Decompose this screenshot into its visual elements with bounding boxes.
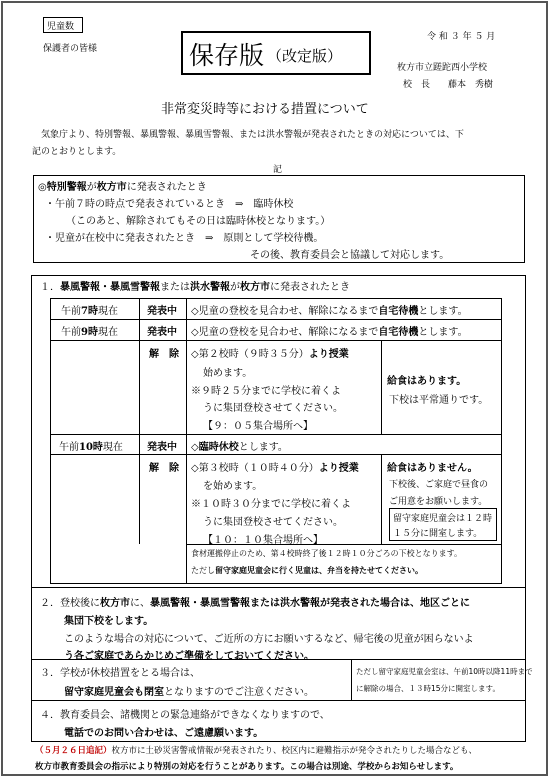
row-9am-label: 午前9時現在 [61,327,118,338]
archive-stamp-sub: （改定版） [267,47,343,65]
section-3-line-1: ３．学校が休校措置をとる場合は、 [40,668,200,679]
section-2-line-1: ２．登校後に枚方市に、暴風警報・暴風雪警報または洪水警報が発表された場合は、地区ごとに [40,598,470,609]
special-warning-line-3: ・児童が在校中に発表されたとき ⇒ 原則として学校待機。 [45,233,324,244]
row-9am-lifted-label: 解 除 [149,349,179,360]
intro-line-1: 気象庁より、特別警報、暴風警報、暴風雪警報、または洪水警報が発表されたときの対応については、下 [41,130,464,140]
row-9am-lifted-line-5: 【９：０５集合場所へ】 [203,421,313,432]
lunch-no-line-3: ご用意をお願いします。 [389,497,488,507]
issue-date: 令 和 ３ 年 ５ 月 [427,32,496,42]
row-9am-lifted-line-2: 始めます。 [203,368,253,379]
row-9am-issued-label: 発表中 [147,327,177,338]
special-warning-line-1: ・午前７時の時点で発表されているとき ⇒ 臨時休校 [45,199,294,210]
section-1-heading: １．暴風警報・暴風雪警報または洪水警報が枚方市に発表されたとき [40,282,350,293]
after-school-club-line-2: １５分に開室します。 [393,529,483,539]
special-warning-line-2: （このあと、解除されてもその日は臨時休校となります。） [66,216,331,227]
row-10am-lifted-line-2: を始めます。 [203,481,263,492]
section-3-side-note-line-1: ただし留守家庭児童会室は、午前10時以降11時まで [356,667,533,676]
section-4-line-2: 電話でのお問い合わせは、ご遠慮願います。 [64,728,264,739]
special-warning-heading: ◎特別警報が枚方市に発表されたとき [38,182,207,193]
lunch-no-line-2: 下校後、ご家庭で昼食の [389,480,489,490]
section-2-line-3: このような場合の対応について、ご近所の方にお願いするなど、帰宅後の児童が困らないよ [64,634,474,645]
school-name: 枚方市立蹉跎西小学校 [397,63,488,73]
after-school-club-line-1: 留守家庭児童会は１２時 [393,514,493,524]
row-10am-label: 午前10時現在 [59,442,123,453]
document-page [1,1,548,776]
row-7am-text: ◇児童の登校を見合わせ、解除になるまで自宅待機とします。 [191,306,468,317]
footer-addendum-tag: （５月２６日追記） [35,746,112,756]
row-10am-lifted-line-4: うに集団登校させてください。 [203,517,343,528]
row-9am-lifted-line-4: うに集団登校させてください。 [203,403,343,414]
row-9am-text: ◇児童の登校を見合わせ、解除になるまで自宅待機とします。 [191,327,468,338]
ki-mark: 記 [273,165,283,175]
row-9am-lifted-line-3: ※９時２５分までに学校に着くよ [191,386,341,397]
section-2-line-4: う各ご家庭であらかじめご準備をしておいてください。 [64,651,314,662]
principal-name: 校 長 藤本 秀樹 [403,80,494,90]
row-10am-lifted-line-1: ◇第３校時（１０時４０分）より授業 [191,463,359,474]
row-7am-label: 午前7時現在 [61,306,118,317]
row-10am-lifted-line-5: 【１０：１０集合場所へ】 [203,535,323,546]
recipient-tag: 児童数 [47,22,75,32]
intro-line-2: 記のとおりとします。 [32,147,122,157]
row-10am-text: ◇臨時休校とします。 [191,442,288,453]
page-title: 非常変災時等における措置について [161,102,369,117]
dismiss-normal: 下校は平常通りです。 [389,395,489,406]
footer-line-2: 枚方市教育委員会の指示により特別の対応を行うことがあります。この場合は別途、学校からお知らせします。 [35,762,459,772]
special-warning-line-4: その後、教育委員会と協議して対応します。 [250,250,450,261]
section-3-side-note-line-2: に解除の場合、１３時15分に開室します。 [356,684,500,693]
section-3-line-2: 留守家庭児童会も閉室となりますのでご注意ください。 [64,687,314,698]
row-10am-lifted-line-3: ※１０時３０分までに学校に着くよ [191,499,351,510]
section-2-line-2: 集団下校をします。 [64,616,154,627]
recipient-line: 保護者の皆様 [43,44,98,54]
section-4-line-1: ４．教育委員会、諸機関との緊急連絡ができなくなりますので、 [40,710,330,721]
lunch-note-line-1: 食材運搬停止のため、第４校時終了後１２時１０分ごろの下校となります。 [191,549,463,558]
row-10am-issued-label: 発表中 [147,442,177,453]
archive-stamp-main: 保存版 [189,41,265,70]
footer-line-1: （５月２６日追記）枚方市に土砂災害警戒情報が発表されたり、校区内に避難指示が発令されたりした場合なども、 [35,746,478,756]
row-7am-issued-label: 発表中 [147,306,177,317]
lunch-no: 給食はありません。 [387,463,478,474]
row-10am-lifted-label: 解 除 [149,463,179,474]
lunch-note-line-2: ただし留守家庭児童会に行く児童は、弁当を持たせてください。 [191,566,423,575]
lunch-yes: 給食はあります。 [387,376,467,387]
row-9am-lifted-line-1: ◇第２校時（９時３５分）より授業 [191,349,349,360]
